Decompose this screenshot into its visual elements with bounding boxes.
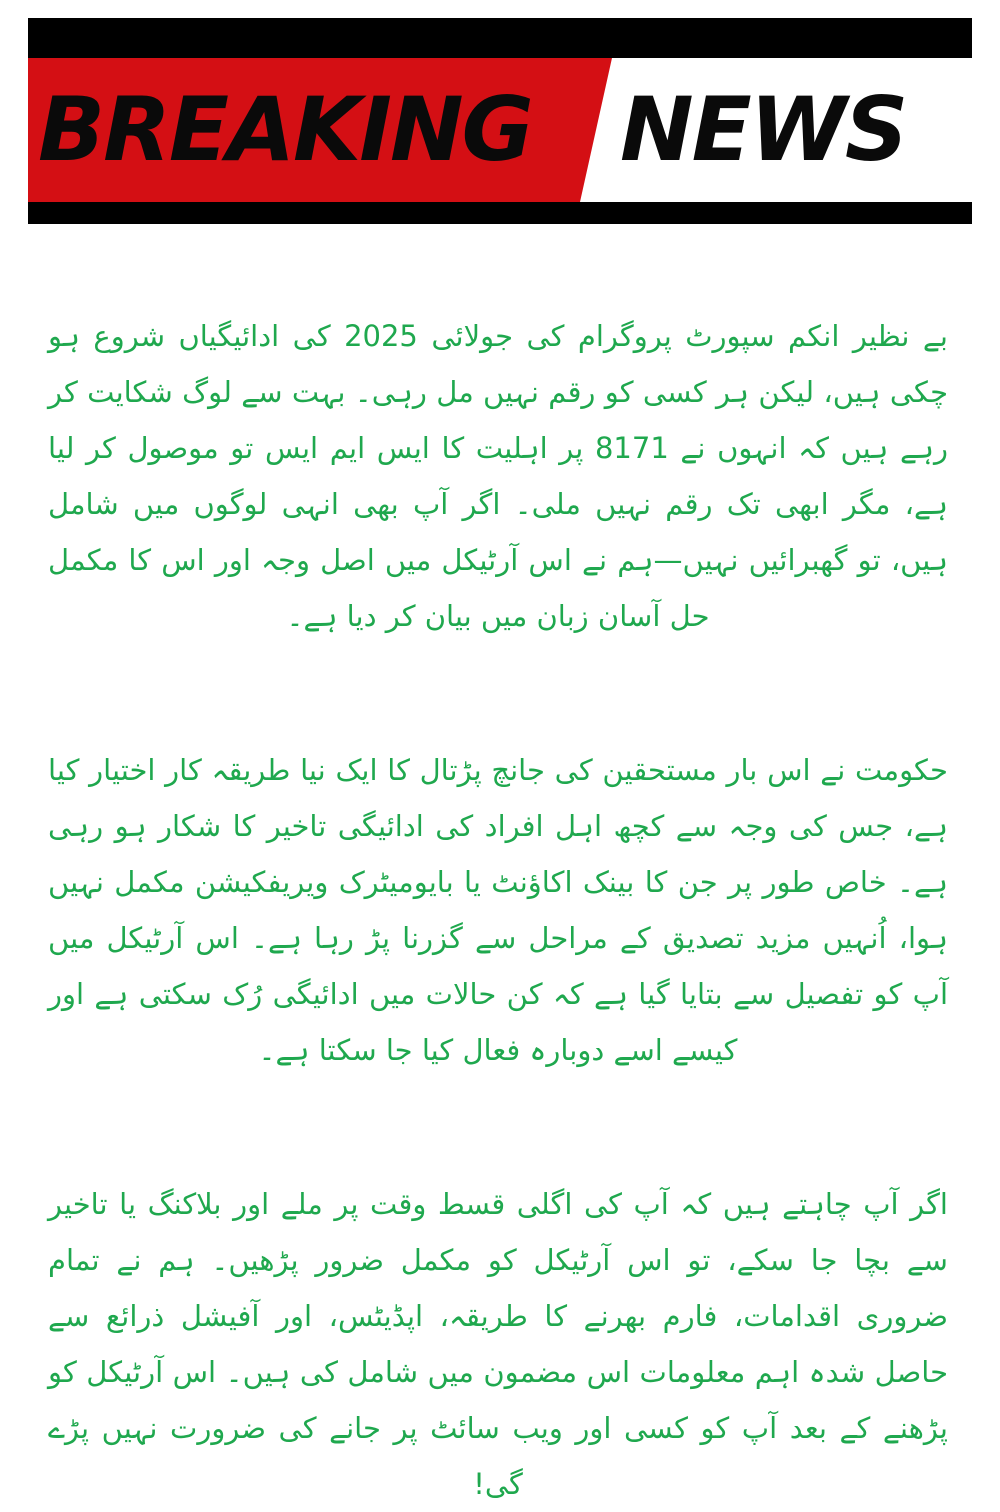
article-body bbox=[48, 308, 948, 1512]
article-paragraph-1: بے نظیر انکم سپورٹ پروگرام کی جولائی 2025 کی ادائیگیاں شروع ہو چکی ہیں، لیکن ہر کسی کو رقم نہیں مل رہی۔ بہت سے لوگ شکایت کر رہے ہیں کہ انہوں نے 8171 پر اہلیت کا ایس ایم ایس تو موصول کر لیا ہے، مگر ابھی تک رقم نہیں ملی۔ اگر آپ بھی انہی لوگوں میں شامل ہیں، تو گھبرائیں نہیں—ہم نے اس آرٹیکل میں اصل وجہ اور اس کا مکمل حل آسان زبان میں بیان کر دیا ہے۔ bbox=[48, 319, 948, 633]
banner-word-news: NEWS bbox=[620, 78, 907, 181]
banner-strip bbox=[28, 58, 972, 202]
banner-word-breaking: BREAKING bbox=[38, 78, 532, 181]
article-paragraph-2: حکومت نے اس بار مستحقین کی جانچ پڑتال کا ایک نیا طریقہ کار اختیار کیا ہے، جس کی وجہ سے کچھ اہل افراد کی ادائیگی تاخیر کا شکار ہو رہی ہے۔ خاص طور پر جن کا بینک اکاؤنٹ یا بایومیٹرک ویریفکیشن مکمل نہیں ہوا، اُنہیں مزید تصدیق کے مراحل سے گزرنا پڑ رہا ہے۔ اس آرٹیکل میں آپ کو تفصیل سے بتایا گیا ہے کہ کن حالات میں ادائیگی رُک سکتی ہے اور کیسے اسے دوبارہ فعال کیا جا سکتا ہے۔ bbox=[48, 753, 948, 1067]
article-paragraph-3: اگر آپ چاہتے ہیں کہ آپ کی اگلی قسط وقت پر ملے اور بلاکنگ یا تاخیر سے بچا جا سکے، تو اس آرٹیکل کو مکمل ضرور پڑھیں۔ ہم نے تمام ضروری اقدامات، فارم بھرنے کا طریقہ، اپڈیٹس، اور آفیشل ذرائع سے حاصل شدہ اہم معلومات اس مضمون میں شامل کی ہیں۔ اس آرٹیکل کو پڑھنے کے بعد آپ کو کسی اور ویب سائٹ پر جانے کی ضرورت نہیں پڑے گی! bbox=[48, 1187, 948, 1501]
breaking-news-banner bbox=[28, 18, 972, 224]
